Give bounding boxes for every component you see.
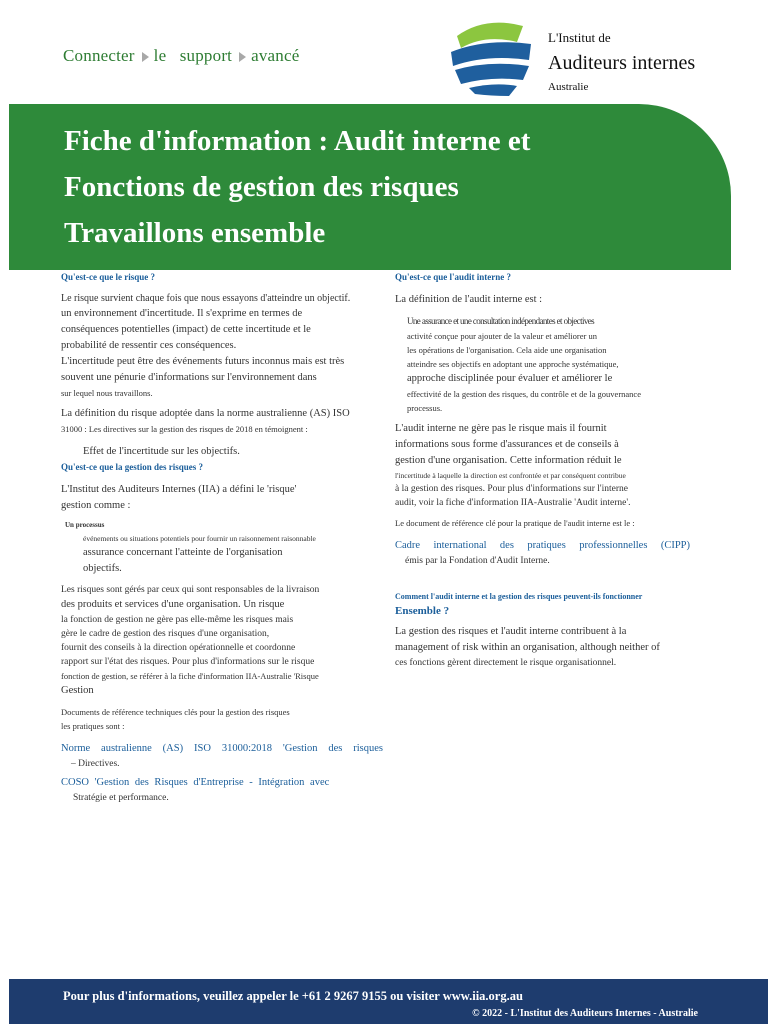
title-line-2: Fonctions de gestion des risques [64,171,459,203]
right-column [395,270,690,670]
text-line: la fonction de gestion ne gère pas elle-même les risques mais [61,615,294,625]
reference-as-iso-31000: Norme australienne (AS) ISO 31000:2018 'Gestion des risques [61,743,383,754]
text-line: fonction de gestion, se référer à la fiche d'information IIA-Australie 'Risque [61,671,319,681]
reference-cipp: Cadre international des pratiques professionnelles (CIPP) [395,540,690,551]
text-line: Le risque survient chaque fois que nous essayons d'atteindre un objectif. [61,293,351,304]
text-line: L'Institut des Auditeurs Internes (IIA) a défini le 'risque' [61,484,297,495]
arrow-icon [239,52,246,62]
text-line: Le document de référence clé pour la pratique de l'audit interne est le : [395,518,635,528]
title-line-1: Fiche d'information : Audit interne et [64,125,531,157]
text-line: Gestion [61,685,94,696]
internal-audit-definition-quote [395,314,690,415]
footer-contact: Pour plus d'informations, veuillez appeler le +61 2 9267 9155 ou visiter www.iia.org.au [63,989,523,1003]
title-line-3: Travaillons ensemble [64,217,326,249]
text-line: La définition de l'audit interne est : [395,294,543,305]
text-line: Les risques sont gérés par ceux qui sont responsables de la livraison [61,585,320,595]
text-line: souvent une pénurie d'informations sur l'environnement dans [61,372,317,383]
text-line: les pratiques sont : [61,721,125,731]
text-line: événements ou situations potentiels pour fournir un raisonnement raisonnable [83,534,316,543]
text-line: Stratégie et performance. [73,793,169,803]
globe-icon [445,18,540,98]
heading-together: Ensemble ? [395,605,450,617]
title-banner [9,104,731,270]
left-column [61,270,383,805]
text-line: gestion comme : [61,500,131,511]
text-line: informations sous forme d'assurances et de conseils à [395,439,619,450]
text-line: Une assurance et une consultation indépendantes et objectives [407,316,595,326]
text-line: L'incertitude peut être des événements futurs inconnus mais est très [61,356,345,367]
heading-what-is-risk-management: Qu'est-ce que la gestion des risques ? [61,462,204,472]
text-line: à la gestion des risques. Pour plus d'informations sur l'interne [395,484,628,494]
text-line: audit, voir la fiche d'information IIA-Australie 'Audit interne'. [395,498,631,508]
text-line: Documents de référence techniques clés pour la gestion des risques [61,707,290,717]
text-line: l'incertitude à laquelle la direction est confrontée et par conséquent contribue [395,471,626,480]
reference-coso-erm: COSO 'Gestion des Risques d'Entreprise - Intégration avec [61,777,330,788]
footer [9,979,768,1024]
footer-copyright: © 2022 - L'Institut des Auditeurs Internes - Australie [472,1008,698,1019]
text-line: fournit des conseils à la direction opérationnelle et coordonne [61,643,296,653]
tagline-word-4: avancé [251,46,300,65]
tagline-word-2: le [153,46,167,65]
text-line: conséquences potentielles (impact) de cette incertitude et le [61,324,311,335]
heading-how-work-together: Comment l'audit interne et la gestion des risques peuvent-ils fonctionner [395,592,643,601]
logo-line-2: Auditeurs internes [548,52,696,74]
text-line: ces fonctions gèrent directement le risque organisationnel. [395,658,617,668]
iia-logo [445,18,735,98]
risk-definition-quote: Effet de l'incertitude sur les objectifs. [83,446,240,457]
heading-what-is-risk: Qu'est-ce que le risque ? [61,272,155,282]
text-line: management of risk within an organisation, although neither of [395,642,660,653]
tagline [63,46,300,66]
heading-what-is-internal-audit: Qu'est-ce que l'audit interne ? [395,272,511,282]
text-line: La gestion des risques et l'audit interne contribuent à la [395,626,627,637]
text-line: processus. [407,403,443,413]
text-line: atteindre ses objectifs en adoptant une approche systématique, [407,359,619,369]
text-line: gestion d'une organisation. Cette information réduit le [395,455,622,466]
page-title [64,118,684,256]
text-line: La définition du risque adoptée dans la norme australienne (AS) ISO [61,408,350,419]
text-line: rapport sur l'état des risques. Pour plus d'informations sur le risque [61,657,315,667]
text-line: – Directives. [71,759,120,769]
tagline-word-3: support [179,46,233,65]
text-line: sur lequel nous travaillons. [61,388,153,398]
text-line: 31000 : Les directives sur la gestion des risques de 2018 en témoignent : [61,424,308,434]
text-line: émis par la Fondation d'Audit Interne. [405,556,550,566]
text-line: des produits et services d'une organisation. Un risque [61,599,285,610]
arrow-icon [142,52,149,62]
text-line: probabilité de ressentir ces conséquences. [61,340,237,351]
text-line: activité conçue pour ajouter de la valeur et améliorer un [407,331,597,341]
text-line: L'audit interne ne gère pas le risque mais il fournit [395,423,607,434]
text-line: un environnement d'incertitude. Il s'exprime en termes de [61,308,303,319]
tagline-word-1: Connecter [63,46,135,65]
text-line: approche disciplinée pour évaluer et améliorer le [407,373,613,384]
logo-line-1: L'Institut de [548,30,611,45]
text-line: assurance concernant l'atteinte de l'organisation [83,547,283,558]
logo-line-3: Australie [548,81,589,93]
text-line: Un processus [65,521,105,529]
text-line: objectifs. [83,563,122,574]
text-line: gère le cadre de gestion des risques d'une organisation, [61,629,270,639]
text-line: effectivité de la gestion des risques, du contrôle et de la gouvernance [407,389,641,399]
text-line: les opérations de l'organisation. Cela aide une organisation [407,345,607,355]
